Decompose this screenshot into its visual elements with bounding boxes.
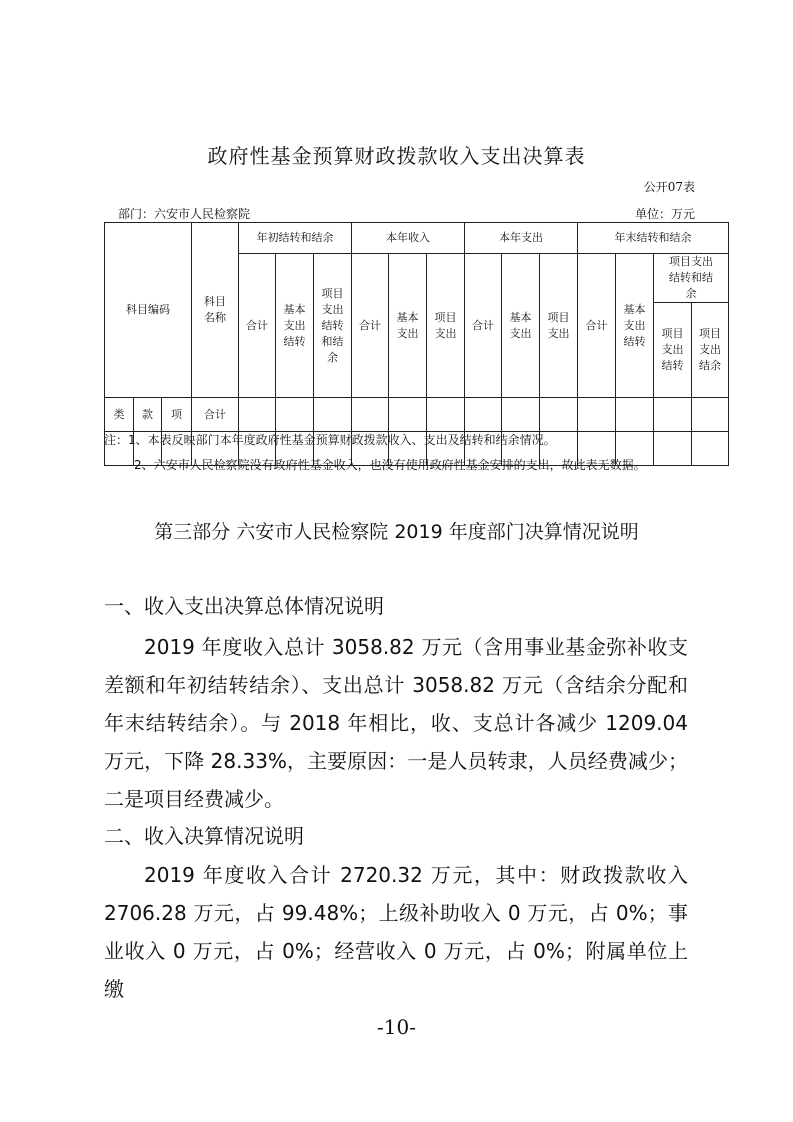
income-project-header: 项目支出 (427, 254, 465, 398)
income-total-header: 合计 (352, 254, 389, 398)
table-cell (692, 398, 729, 432)
xiang-header: 项 (162, 398, 192, 432)
note-2: 2、六安市人民检察院没有政府性基金收入，也没有使用政府性基金安排的支出，故此表无数据。 (134, 458, 646, 472)
end-total-header: 合计 (578, 254, 616, 398)
heading-2: 二、收入决算情况说明 (104, 824, 304, 848)
table-cell (239, 398, 276, 432)
section-title: 第三部分 六安市人民检察院 2019 年度部门决算情况说明 (154, 521, 639, 543)
paragraph-2: 2019 年度收入合计 2720.32 万元，其中：财政拨款收入 2706.28 万元，占 99.48%；上级补助收入 0 万元，占 0%；事业收入 0 万元，占 0%；经营收入 0 万元，占 0%；附属单位上缴 (104, 863, 688, 1001)
table-code: 公开07表 (643, 180, 695, 194)
end-project-balance-header: 项目支出结余 (692, 303, 729, 398)
table-cell (502, 398, 540, 432)
kuan-header: 款 (134, 398, 162, 432)
heading-1: 一、收入支出决算总体情况说明 (104, 594, 384, 618)
paragraph-1: 2019 年度收入总计 3058.82 万元（含用事业基金弥补收支差额和年初结转结余）、支出总计 3058.82 万元（含结余分配和年末结转结余）。与 2018 年相比，收、支总计各减少 1209.04 万元，下降 28.33%，主要原因：一是人员转隶，人员经费减少；二是项目经费减少。 (104, 635, 688, 811)
table-cell (352, 398, 389, 432)
table-cell (654, 398, 692, 432)
table-cell (540, 398, 578, 432)
table-cell (465, 398, 502, 432)
expense-total-header: 合计 (465, 254, 502, 398)
table-cell (692, 432, 729, 466)
income-header: 本年收入 (352, 223, 465, 254)
begin-total-header: 合计 (239, 254, 276, 398)
total-row-label: 合计 (192, 398, 239, 432)
table-title: 政府性基金预算财政拨款收入支出决算表 (207, 144, 586, 168)
table-cell (427, 398, 465, 432)
table-cell (314, 398, 352, 432)
table-cell (389, 398, 427, 432)
table-cell (578, 398, 616, 432)
end-balance-header: 年末结转和结余 (578, 223, 729, 254)
table-cell (276, 398, 314, 432)
expense-header: 本年支出 (465, 223, 578, 254)
end-project-group-header: 项目支出结转和结余 (654, 254, 729, 303)
note-1: 注：1、本表反映部门本年度政府性基金预算财政拨款收入、支出及结转和结余情况。 (104, 433, 556, 447)
unit-label: 单位：万元 (634, 207, 695, 221)
begin-basic-header: 基本支出结转 (276, 254, 314, 398)
budget-table (104, 222, 729, 466)
end-project-carry-header: 项目支出结转 (654, 303, 692, 398)
table-cell (654, 432, 692, 466)
page-number: -10- (377, 1015, 416, 1039)
expense-project-header: 项目支出 (540, 254, 578, 398)
lei-header: 类 (105, 398, 134, 432)
begin-project-header: 项目支出结转和结余 (314, 254, 352, 398)
end-basic-header: 基本支出结转 (616, 254, 654, 398)
expense-basic-header: 基本支出 (502, 254, 540, 398)
income-basic-header: 基本支出 (389, 254, 427, 398)
begin-balance-header: 年初结转和结余 (239, 223, 352, 254)
subject-name-header: 科目名称 (192, 223, 239, 398)
subject-code-header: 科目编码 (105, 223, 192, 398)
table-cell (616, 398, 654, 432)
department-label: 部门：六安市人民检察院 (118, 207, 251, 221)
